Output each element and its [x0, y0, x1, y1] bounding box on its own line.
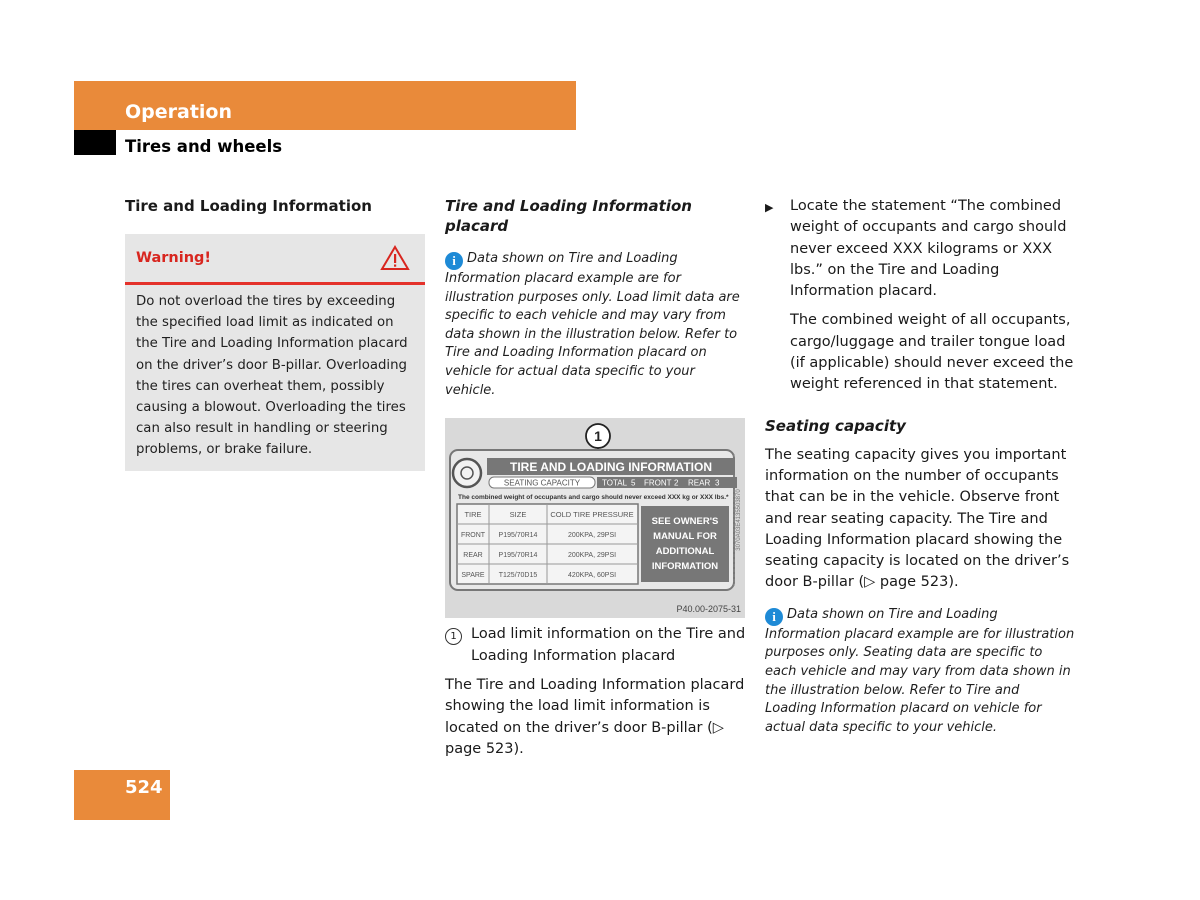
see-manual-line: SEE OWNER'S — [651, 516, 719, 528]
right-column — [765, 196, 1075, 737]
section-title: Operation — [125, 101, 233, 123]
total-label: TOTAL — [602, 478, 628, 488]
seating-capacity-paragraph: The seating capacity gives you important information on the number of occupants that can be in the vehicle. Observe front and rear seating capacity. The Tire and Loading Information placard showing the seating capacity is located on the driver’s door B-pillar (▷ page 523). — [765, 446, 1070, 591]
see-manual-line: INFORMATION — [651, 561, 719, 573]
subsection-title: Tires and wheels — [125, 137, 283, 156]
table-cell: FRONT — [460, 532, 486, 540]
bullet-item — [765, 196, 1075, 302]
section-header-bar — [74, 81, 576, 130]
placard-location-paragraph: The Tire and Loading Information placard showing the load limit information is located on the driver’s door B-pillar (▷ page 523). — [445, 677, 745, 758]
rear-label: REAR — [688, 478, 711, 488]
middle-column — [445, 196, 747, 760]
info-note-text: Data shown on Tire and Loading Information placard example are for illustration purposes only. Load limit data are specific to each vehicle and may vary from data shown in the illustration below. Refer to Tire and Loading Information placard on vehicle for actual data specific to your vehicle. — [445, 251, 740, 398]
side-code: 3070A03E4135503870 — [736, 489, 742, 551]
page-number: 524 — [125, 777, 163, 798]
seating-capacity-label: SEATING CAPACITY — [503, 478, 581, 488]
info-note-seating — [765, 606, 1075, 738]
info-icon: i — [445, 252, 463, 270]
warning-title: Warning! — [136, 250, 212, 266]
warning-text: Do not overload the tires by exceeding the specified load limit as indicated on the Tire and Loading Information placard on the driver’s door B-pillar. Overloading the tires can overheat them, possibly causing a blowout. Overloading the tires can also result in handling or steering problems, or brake failure. — [136, 294, 408, 458]
bullet-text: Locate the statement “The combined weight of occupants and cargo should never exceed XXX kilograms or XXX lbs.” on the Tire and Loading Information placard. — [790, 198, 1067, 300]
table-cell: REAR — [463, 552, 483, 560]
table-cell: T125/70D15 — [498, 572, 538, 580]
rear-value: 3 — [715, 478, 720, 488]
table-header-size: SIZE — [509, 510, 527, 520]
bullet-followup: The combined weight of all occupants, cargo/luggage and trailer tongue load (if applicable) should never exceed the weight referenced in that statement. — [790, 312, 1074, 393]
info-icon: i — [765, 608, 783, 626]
subsection-marker — [74, 130, 116, 155]
total-value: 5 — [631, 478, 636, 488]
placard-heading: Tire and Loading Information placard — [445, 197, 692, 235]
info-note-seating-text: Data shown on Tire and Loading Information placard example are for illustration purposes only. Seating data are specific to each vehicle and may vary from data shown in the illustration below. Refer to Tire and Loading Information placard on vehicle for actual data specific to your vehicle. — [765, 606, 1075, 735]
table-cell: P195/70R14 — [498, 552, 538, 560]
table-header-pressure: COLD TIRE PRESSURE — [550, 510, 634, 520]
callout-number: 1 — [594, 428, 602, 445]
table-cell: SPARE — [461, 572, 485, 580]
figure-id: P40.00-2075-31 — [676, 604, 741, 615]
info-note — [445, 250, 747, 400]
page-number-box — [74, 770, 170, 820]
table-cell: P195/70R14 — [498, 532, 538, 540]
placard-illustration — [445, 418, 745, 618]
left-column — [125, 196, 425, 471]
warning-triangle-icon — [380, 245, 410, 271]
see-manual-line: ADDITIONAL — [655, 546, 715, 558]
caption-text: Load limit information on the Tire and Loading Information placard — [471, 626, 746, 664]
table-header-tire: TIRE — [464, 510, 482, 520]
front-value: 2 — [674, 478, 679, 488]
placard-title: TIRE AND LOADING INFORMATION — [510, 460, 712, 475]
see-manual-line: MANUAL FOR — [653, 531, 717, 543]
placard-figure — [445, 418, 745, 618]
table-cell: 200KPA, 29PSI — [567, 532, 617, 540]
figure-caption — [445, 624, 747, 667]
tire-loading-heading: Tire and Loading Information — [125, 197, 372, 215]
combined-weight-text: The combined weight of occupants and cargo should never exceed XXX kg or XXX lbs.* — [458, 494, 729, 502]
warning-header — [125, 234, 425, 285]
warning-box — [125, 234, 425, 471]
table-cell: 420KPA, 60PSI — [567, 572, 617, 580]
seating-capacity-heading: Seating capacity — [765, 416, 906, 435]
caption-number: 1 — [445, 628, 462, 645]
table-cell: 200KPA, 29PSI — [567, 552, 617, 560]
front-label: FRONT — [644, 478, 672, 488]
tire-icon — [453, 459, 481, 487]
bullet-arrow-icon: ▶ — [765, 201, 774, 214]
